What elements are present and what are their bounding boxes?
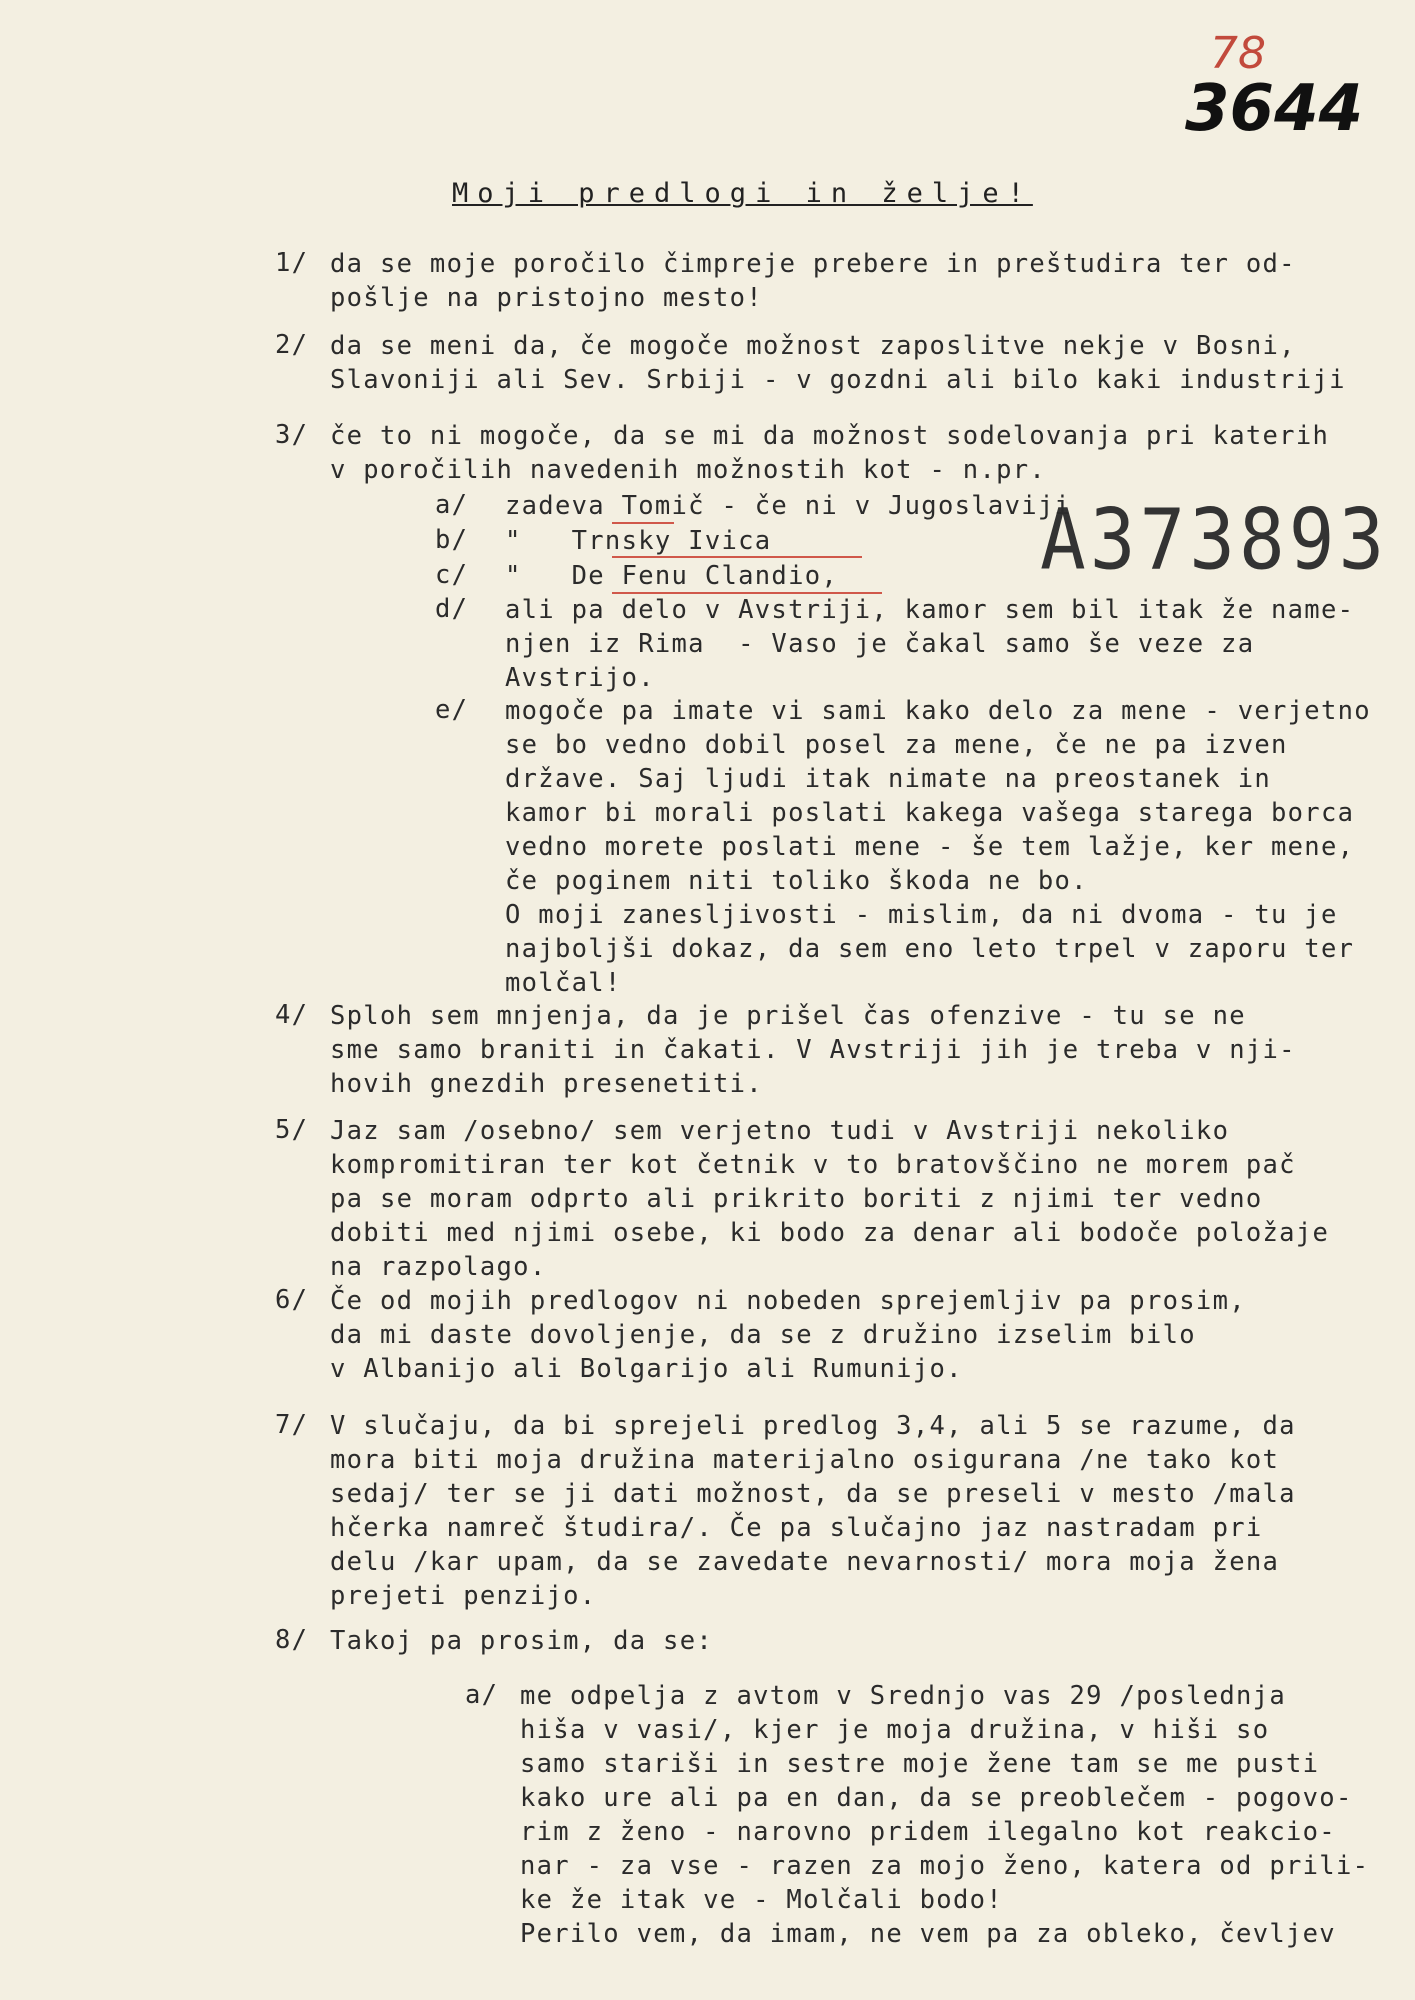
subitem-8-line: samo stariši in sestre moje žene tam se me pusti	[520, 1749, 1320, 1779]
subitem-3-line: O moji zanesljivosti - mislim, da ni dvoma - tu je	[505, 900, 1338, 930]
subitem-3-line: ali pa delo v Avstriji, kamor sem bil itak že name-	[505, 595, 1355, 625]
subitem-3-line: vedno morete poslati mene - še tem lažje, ker mene,	[505, 832, 1355, 862]
item-number: 1/	[275, 248, 309, 278]
subitem-8-line: Perilo vem, da imam, ne vem pa za obleko, čevljev	[520, 1919, 1336, 1949]
item-number: 7/	[275, 1410, 309, 1440]
item-line: da se meni da, če mogoče možnost zaposlitve nekje v Bosni,	[330, 331, 1296, 361]
item-line: prejeti penzijo.	[330, 1581, 597, 1611]
item-line: pa se moram odprto ali prikrito boriti z njimi ter vedno	[330, 1184, 1263, 1214]
subitem-8-line: me odpelja z avtom v Srednjo vas 29 /poslednja	[520, 1681, 1287, 1711]
item-number: 5/	[275, 1115, 309, 1145]
subitem-3-line: " Trnsky Ivica	[505, 526, 772, 556]
item-line: dobiti med njimi osebe, ki bodo za denar ali bodoče položaje	[330, 1218, 1330, 1248]
item-line: na razpolago.	[330, 1252, 547, 1282]
subitem-8-number: a/	[465, 1680, 499, 1710]
subitem-8-line: hiša v vasi/, kjer je moja družina, v hiši so	[520, 1715, 1270, 1745]
item-line: sedaj/ ter se ji dati možnost, da se preseli v mesto /mala	[330, 1479, 1296, 1509]
item-line: mora biti moja družina materijalno osigurana /ne tako kot	[330, 1445, 1280, 1475]
item-line: sme samo braniti in čakati. V Avstriji jih je treba v nji-	[330, 1035, 1296, 1065]
item-line: kompromitiran ter kot četnik v to bratovščino ne morem pač	[330, 1150, 1296, 1180]
subitem-3-line: Avstrijo.	[505, 663, 655, 693]
handwritten-red-number: 78	[1210, 28, 1266, 79]
item-line: delu /kar upam, da se zavedate nevarnosti/ mora moja žena	[330, 1547, 1280, 1577]
subitem-8-line: rim z ženo - narovno pridem ilegalno kot reakcio-	[520, 1817, 1336, 1847]
item-line: Sploh sem mnjenja, da je prišel čas ofenzive - tu se ne	[330, 1001, 1246, 1031]
subitem-3-number: e/	[435, 695, 469, 725]
subitem-3-number: c/	[435, 560, 469, 590]
item-number: 2/	[275, 330, 309, 360]
item-line: hčerka namreč študira/. Če pa slučajno jaz nastradam pri	[330, 1513, 1263, 1543]
item-line: da se moje poročilo čimpreje prebere in preštudira ter od-	[330, 249, 1296, 279]
subitem-3-number: b/	[435, 525, 469, 555]
item-line: hovih gnezdih presenetiti.	[330, 1069, 763, 1099]
item-line: Takoj pa prosim, da se:	[330, 1626, 714, 1656]
item-number: 4/	[275, 1000, 309, 1030]
item-line: Jaz sam /osebno/ sem verjetno tudi v Avstriji nekoliko	[330, 1116, 1230, 1146]
subitem-3-line: če poginem niti toliko škoda ne bo.	[505, 866, 1088, 896]
item-number: 8/	[275, 1625, 309, 1655]
subitem-8-line: kako ure ali pa en dan, da se preoblečem - pogovo-	[520, 1783, 1353, 1813]
subitem-3-line: najboljši dokaz, da sem eno leto trpel v zaporu ter	[505, 934, 1355, 964]
item-line: da mi daste dovoljenje, da se z družino izselim bilo	[330, 1320, 1196, 1350]
subitem-3-line: " De Fenu Clandio,	[505, 561, 839, 591]
subitem-3-line: molčal!	[505, 968, 622, 998]
subitem-3-line: se bo vedno dobil posel za mene, če ne pa izven	[505, 730, 1288, 760]
subitem-3-line: države. Saj ljudi itak nimate na preostanek in	[505, 764, 1272, 794]
item-line: v Albanijo ali Bolgarijo ali Rumunijo.	[330, 1354, 963, 1384]
subitem-3-line: mogoče pa imate vi sami kako delo za mene - verjetno	[505, 696, 1371, 726]
subitem-3-line: zadeva Tomič - če ni v Jugoslaviji	[505, 491, 1072, 521]
item-line: V slučaju, da bi sprejeli predlog 3,4, ali 5 se razume, da	[330, 1411, 1296, 1441]
subitem-3-number: a/	[435, 490, 469, 520]
subitem-3-line: kamor bi morali poslati kakega vašega starega borca	[505, 798, 1355, 828]
item-line: Če od mojih predlogov ni nobeden sprejemljiv pa prosim,	[330, 1286, 1246, 1316]
item-number: 3/	[275, 420, 309, 450]
item-line: če to ni mogoče, da se mi da možnost sodelovanja pri katerih	[330, 421, 1330, 451]
subitem-3-number: d/	[435, 594, 469, 624]
subitem-8-line: ke že itak ve - Molčali bodo!	[520, 1885, 1003, 1915]
item-line: Slavoniji ali Sev. Srbiji - v gozdni ali bilo kaki industriji	[330, 365, 1346, 395]
subitem-8-line: nar - za vse - razen za mojo ženo, katera od prili-	[520, 1851, 1370, 1881]
subitem-3-line: njen iz Rima - Vaso je čakal samo še veze za	[505, 629, 1255, 659]
document-title: Moji predlogi in želje!	[452, 178, 1033, 209]
item-line: v poročilih navedenih možnostih kot - n.pr.	[330, 455, 1047, 485]
archive-stamp: A373893	[1040, 490, 1389, 589]
handwritten-black-number: 3644	[1185, 72, 1364, 146]
item-line: pošlje na pristojno mesto!	[330, 283, 763, 313]
item-number: 6/	[275, 1285, 309, 1315]
